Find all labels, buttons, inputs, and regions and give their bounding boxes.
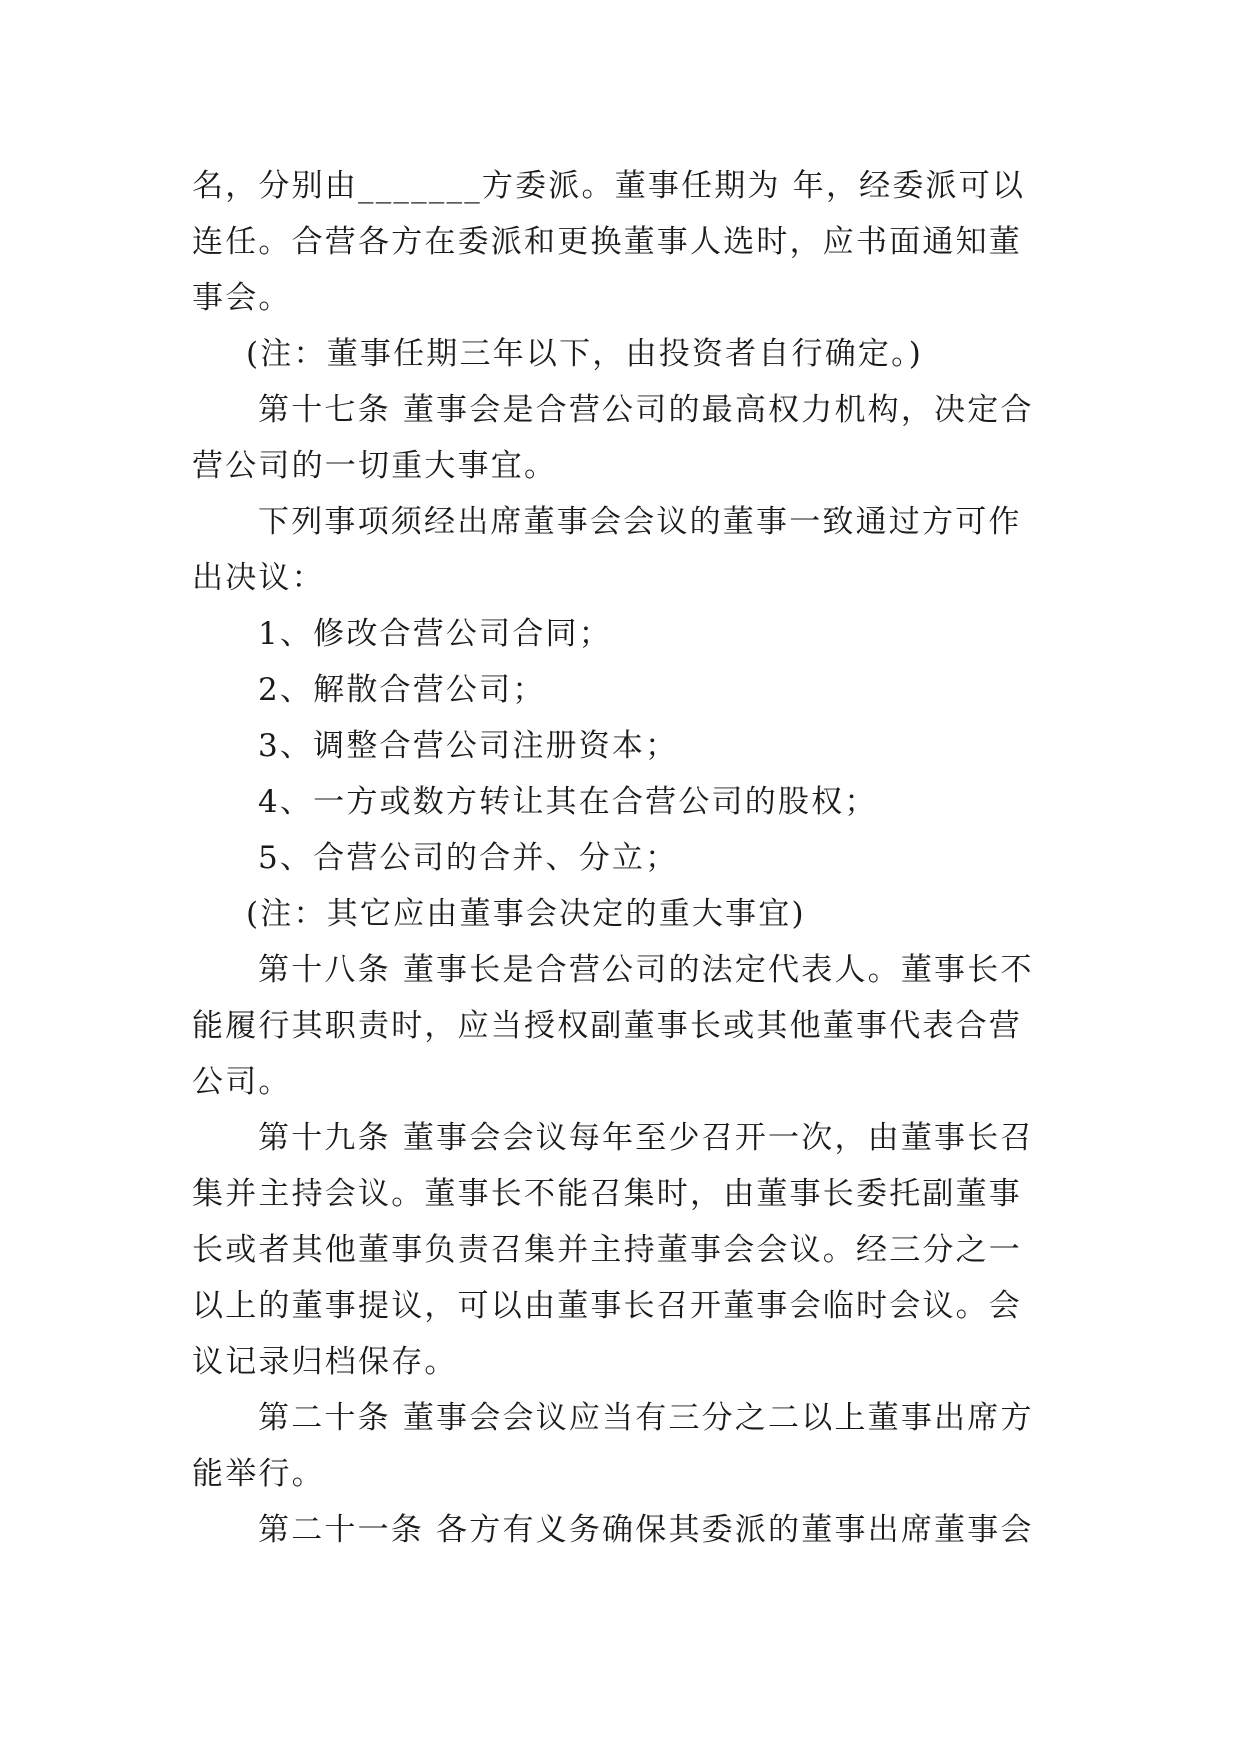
paragraph-unanimous-matters: 下列事项须经出席董事会会议的董事一致通过方可作出决议： [192,504,1022,596]
article-20: 第二十条 董事会会议应当有三分之二以上董事出席方能举行。 [192,1400,1034,1492]
note-director-term: (注：董事任期三年以下，由投资者自行确定。) [246,336,924,372]
list-item-3: 3、调整合营公司注册资本； [258,728,679,764]
paragraph-board-appointment: 名，分别由_______方委派。董事任期为 年，经委派可以连任。合营各方在委派和更换董事人选时，应书面通知董事会。 [192,168,1026,316]
note-other-matters: (注：其它应由董事会决定的重大事宜) [246,896,806,932]
article-19: 第十九条 董事会会议每年至少召开一次，由董事长召集并主持会议。董事长不能召集时，由董事长委托副董事长或者其他董事负责召集并主持董事会会议。经三分之一以上的董事提议，可以由董事长召开董事会临时会议。会议记录归档保存。 [192,1120,1034,1380]
article-17: 第十七条 董事会是合营公司的最高权力机构，决定合营公司的一切重大事宜。 [192,392,1034,484]
list-item-1: 1、修改合营公司合同； [258,616,612,652]
article-21: 第二十一条 各方有义务确保其委派的董事出席董事会 [258,1512,1034,1548]
list-item-5: 5、合营公司的合并、分立； [258,840,679,876]
article-18: 第十八条 董事长是合营公司的法定代表人。董事长不能履行其职责时，应当授权副董事长或其他董事代表合营公司。 [192,952,1034,1100]
list-item-4: 4、一方或数方转让其在合营公司的股权； [258,784,878,820]
list-item-2: 2、解散合营公司； [258,672,546,708]
document-body [192,158,1050,1558]
